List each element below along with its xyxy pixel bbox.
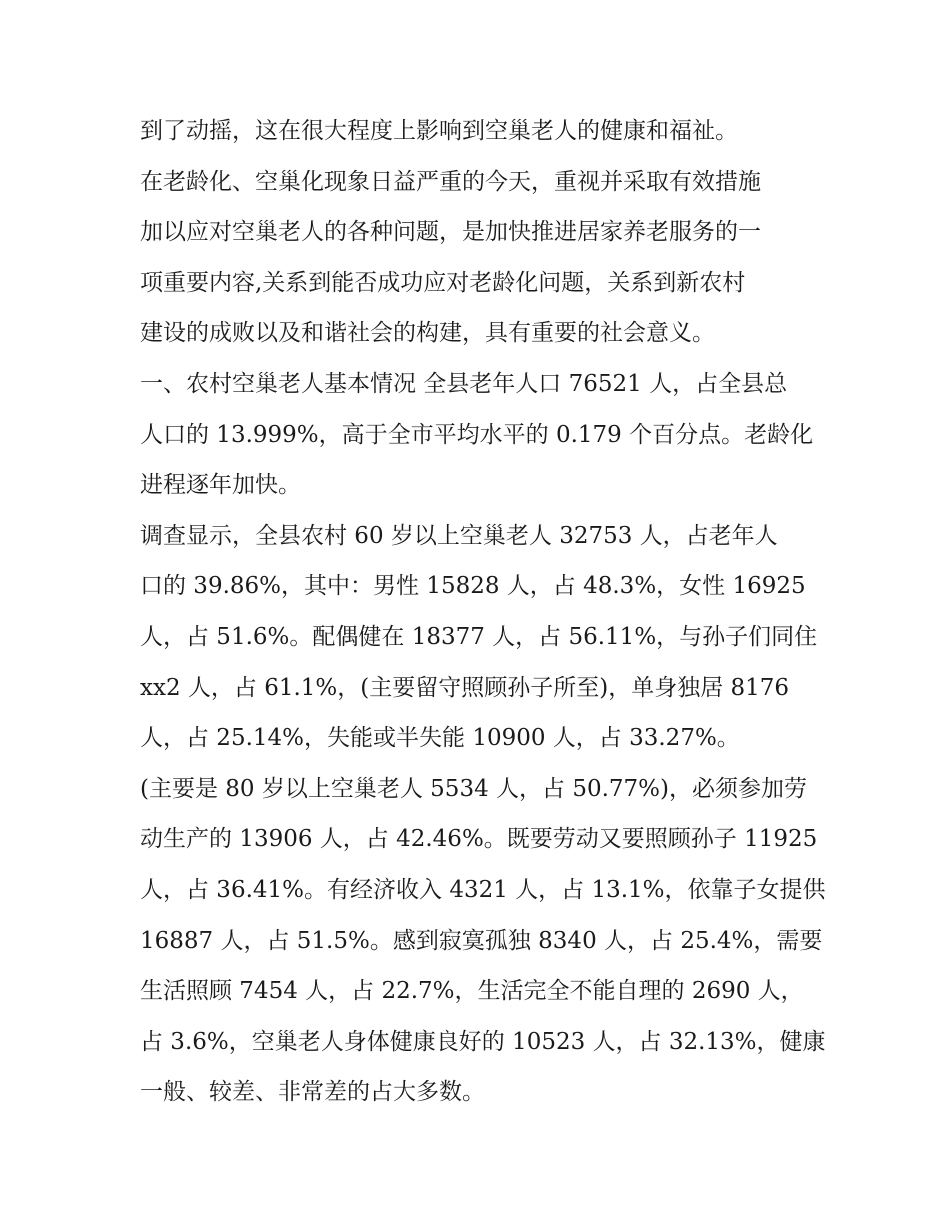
text-line: 口的 39.86%，其中：男性 15828 人，占 48.3%，女性 16925: [140, 573, 806, 600]
text-line: 调查显示，全县农村 60 岁以上空巢老人 32753 人，占老年人: [140, 522, 778, 549]
text-line: 加以应对空巢老人的各种问题，是加快推进居家养老服务的一: [140, 219, 761, 246]
text-line: 动生产的 13906 人，占 42.46%。既要劳动又要照顾孙子 11925: [140, 826, 818, 853]
text-line: 进程逐年加快。: [140, 472, 301, 499]
text-line: 16887 人，占 51.5%。感到寂寞孤独 8340 人，占 25.4%，需要: [140, 927, 823, 954]
text-line: 一、农村空巢老人基本情况 全县老年人口 76521 人，占全县总: [140, 370, 788, 397]
text-line: 人，占 25.14%，失能或半失能 10900 人，占 33.27%。: [140, 725, 740, 752]
text-line: (主要是 80 岁以上空巢老人 5534 人，占 50.77%)，必须参加劳: [140, 775, 807, 802]
text-line: 建设的成败以及和谐社会的构建，具有重要的社会意义。: [140, 320, 715, 347]
text-line: 项重要内容,关系到能否成功应对老龄化问题，关系到新农村: [140, 269, 746, 296]
text-line: 人口的 13.999%，高于全市平均水平的 0.179 个百分点。老龄化: [140, 421, 814, 448]
text-line: 到了动摇，这在很大程度上影响到空巢老人的健康和福祉。: [140, 118, 738, 144]
text-line: 一般、较差、非常差的占大多数。: [140, 1079, 485, 1106]
text-line: 生活照顾 7454 人，占 22.7%，生活完全不能自理的 2690 人，: [140, 978, 804, 1005]
text-line: xx2 人，占 61.1%，(主要留守照顾孙子所至)，单身独居 8176: [140, 674, 790, 701]
text-line: 人，占 36.41%。有经济收入 4321 人，占 13.1%，依靠子女提供: [140, 876, 826, 903]
text-line: 在老龄化、空巢化现象日益严重的今天，重视并采取有效措施: [140, 168, 761, 195]
text-line: 人，占 51.6%。配偶健在 18377 人，占 56.11%，与孙子们同住: [140, 623, 818, 650]
body-text: [140, 106, 826, 1118]
text-line: 占 3.6%，空巢老人身体健康良好的 10523 人，占 32.13%，健康: [140, 1028, 826, 1055]
